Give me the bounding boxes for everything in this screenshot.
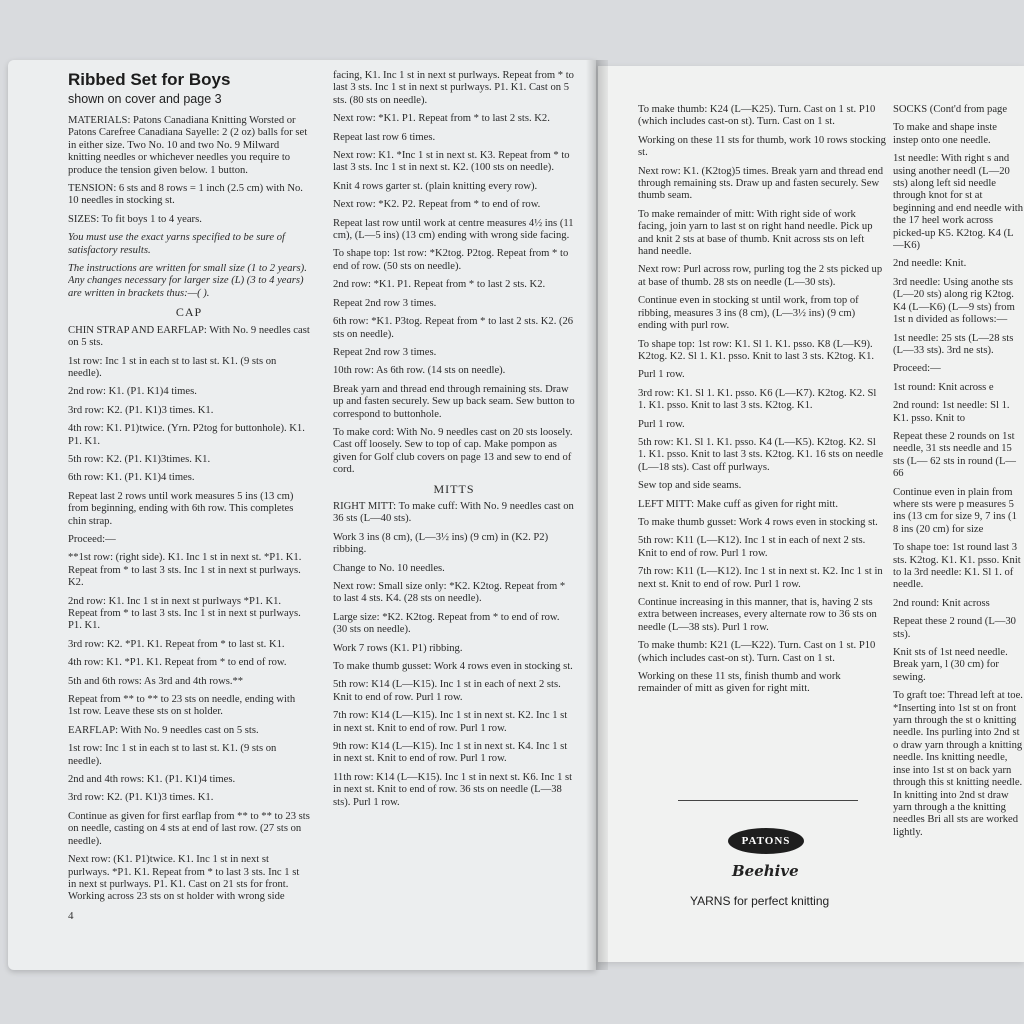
mid-text-7: Repeat last row until work at centre measures 4½ ins (11 cm), (L—5 ins) (13 cm) ending with wrong side facing. — [333, 217, 574, 242]
mid-text-15: To make cord: With No. 9 needles cast on 20 sts loosely. Cast off loosely. Sew to top of cap. Make pompon as given for Golf club covers on page 13 and sew to end of cord. — [333, 426, 573, 476]
right-text-2: Working on these 11 sts for thumb, work 10 rows stocking st. — [638, 134, 886, 159]
right-edge-column — [893, 104, 1024, 914]
beehive-script: Beehive — [732, 862, 799, 880]
mid-text-23: 5th row: K14 (L—K15). Inc 1 st in each of next 2 sts. Knit to end of row. Purl 1 row. — [333, 679, 561, 703]
right-text-13: LEFT MITT: Make cuff as given for right mitt. — [638, 498, 839, 510]
booklet-gutter — [586, 60, 608, 970]
right-text-16: 7th row: K11 (L—K12). Inc 1 st in next st. K2. Inc 1 st in next st. Knit to end of row. Purl 1 row. — [638, 566, 883, 590]
repeat-rows: Repeat last 2 rows until work measures 5 ins (13 cm) from beginning, ending with 6th row. This completes chin strap. — [68, 490, 294, 527]
mid-text-12: Repeat 2nd row 3 times. — [333, 346, 437, 358]
proceed-row-2: 2nd row: K1. Inc 1 st in next st purlways *P1. K1. Repeat from * to last 3 sts. Inc 1 st in next st purlways. P1. K1. — [68, 595, 301, 632]
proceed-row-5: 5th and 6th rows: As 3rd and 4th rows.** — [68, 675, 244, 687]
right-text-12: Sew top and side seams. — [638, 480, 742, 492]
right-text-9: 3rd row: K1. Sl 1. K1. psso. K6 (L—K7). K2tog. K2. Sl 1. K1. psso. Knit to last 3 sts. K2tog. K1. — [638, 387, 877, 412]
row-4: 4th row: K1. P1)twice. (Yrn. P2tog for buttonhole). K1. P1. K1. — [68, 423, 305, 447]
mid-text-18: Change to No. 10 needles. — [333, 562, 445, 574]
right-column — [638, 104, 886, 794]
proceed-row-3: 3rd row: K2. *P1. K1. Repeat from * to last st. K1. — [68, 638, 285, 650]
edge-text-13: Repeat these 2 round (L—30 sts). — [893, 616, 1016, 640]
earflap-row-2: 2nd and 4th rows: K1. (P1. K1)4 times. — [68, 774, 236, 786]
row-5: 5th row: K2. (P1. K1)3times. K1. — [68, 453, 211, 465]
sizes: SIZES: To fit boys 1 to 4 years. — [68, 213, 202, 225]
edge-text-4: 3rd needle: Using anothe sts (L—20 sts) along rig K2tog. K4 (L—K6) (L—9 sts) from 1st n divided as follows:— — [893, 276, 1015, 326]
edge-text-7: 1st round: Knit across e — [893, 381, 994, 393]
mid-text-22: To make thumb gusset: Work 4 rows even in stocking st. — [333, 661, 573, 673]
right-text-15: 5th row: K11 (L—K12). Inc 1 st in each of next 2 sts. Knit to end of row. Purl 1 row. — [638, 535, 866, 559]
patons-logo: PATONS — [728, 828, 804, 854]
mid-text-5: Knit 4 rows garter st. (plain knitting every row). — [333, 180, 538, 192]
right-text-18: To make thumb: K21 (L—K22). Turn. Cast on 1 st. P10 (which includes cast-on st). Turn. Cast on 1 st. — [638, 640, 876, 664]
mid-text-4: Next row: K1. *Inc 1 st in next st. K3. Repeat from * to last 3 sts. Inc 1 st in next st. K2. (100 sts on needle). — [333, 150, 570, 174]
note-sizes: The instructions are written for small size (1 to 2 years). Any changes necessary for larger size (L) (3 to 4 years) are written in brackets thus:—( ). — [68, 263, 307, 299]
edge-text-3: 2nd needle: Knit. — [893, 258, 967, 270]
tension: TENSION: 6 sts and 8 rows = 1 inch (2.5 cm) with No. 10 needles in stocking st. — [68, 183, 303, 207]
right-text-11: 5th row: K1. Sl 1. K1. psso. K4 (L—K5). K2tog. K2. Sl 1. K1. psso. Knit to last 3 sts. K2tog. K1. 16 sts on needle (L—18 sts). Cast off purlways. — [638, 436, 884, 473]
mid-text-25: 9th row: K14 (L—K15). Inc 1 st in next st. K4. Inc 1 st in next st. Knit to end of row. Purl 1 row. — [333, 741, 568, 765]
note-yarns: You must use the exact yarns specified to be sure of satisfactory results. — [68, 232, 285, 256]
mid-text-16: RIGHT MITT: To make cuff: With No. 9 needles cast on 36 sts (L—40 sts). — [333, 500, 574, 525]
cap-heading: CAP — [175, 305, 203, 320]
mid-text-13: 10th row: As 6th row. (14 sts on needle). — [333, 365, 506, 377]
edge-text-15: To graft toe: Thread left at toe. *Inserting into 1st st on front yarn through the st o knitting needle. Ins purling into 2nd st o draw yarn through a knitting needle. Ins knitting needle, inse into 1st st on back yarn through this st knitting needle. In knitting into 2nd st draw yarn through a the knitting needles Bri all sts are worked lightly. — [893, 690, 1023, 838]
mid-text-3: Repeat last row 6 times. — [333, 131, 436, 143]
middle-column — [333, 70, 575, 940]
right-text-4: To make remainder of mitt: With right side of work facing, join yarn to last st on right hand needle. Pick up and knit 2 sts at base of thumb. Knit across sts on left hand needle. — [638, 208, 873, 258]
edge-text-11: To shape toe: 1st round last 3 sts. K2tog. K1. K1. psso. Knit to la 3rd needle: K1. Sl 1. of needle. — [893, 542, 1021, 591]
mid-text-2: Next row: *K1. P1. Repeat from * to last 2 sts. K2. — [333, 113, 550, 125]
page-subtitle: shown on cover and page 3 — [68, 92, 222, 106]
mid-text-10: Repeat 2nd row 3 times. — [333, 297, 437, 309]
mid-text-11: 6th row: *K1. P3tog. Repeat from * to last 2 sts. K2. (26 sts on needle). — [333, 316, 574, 340]
mid-text-8: To shape top: 1st row: *K2tog. P2tog. Repeat from * to end of row. (50 sts on needle). — [333, 248, 569, 272]
mid-text-14: Break yarn and thread end through remaining sts. Draw up and fasten securely. Sew up back seam. Sew button to correspond to buttonhole. — [333, 383, 575, 420]
edge-text-6: Proceed:— — [893, 363, 941, 375]
proceed: Proceed:— — [68, 533, 116, 545]
mid-text-26: 11th row: K14 (L—K15). Inc 1 st in next st. K6. Inc 1 st in next st. Knit to end of row. 36 sts on needle (L—38 sts). Purl 1 row. — [333, 771, 573, 808]
right-text-7: To shape top: 1st row: K1. Sl 1. K1. psso. K8 (L—K9). K2tog. K2. Sl 1. K1. psso. Knit to last 3 sts. K2tog. K1. — [638, 338, 875, 362]
mid-text-19: Next row: Small size only: *K2. K2tog. Repeat from * to last 4 sts. K4. (28 sts on needle). — [333, 581, 566, 605]
right-text-10: Purl 1 row. — [638, 418, 685, 430]
right-text-6: Continue even in stocking st until work, from top of ribbing, measures 3 ins (8 cm), (L—3½ ins) (9 cm) ending with purl row. — [638, 295, 859, 332]
earflap-row-3: 3rd row: K2. (P1. K1)3 times. K1. — [68, 792, 214, 804]
right-text-1: To make thumb: K24 (L—K25). Turn. Cast on 1 st. P10 (which includes cast-on st). Turn. Cast on 1 st. — [638, 104, 876, 128]
earflap-row-1: 1st row: Inc 1 st in each st to last st. K1. (9 sts on needle). — [68, 743, 277, 767]
left-column — [68, 70, 310, 920]
edge-text-9: Repeat these 2 rounds on 1st needle, 31 sts needle and 15 sts (L— 62 sts in round (L—66 — [893, 430, 1017, 480]
edge-text-10: Continue even in plain from where sts were p measures 5 ins (13 cm for size 9, 7 ins (1 8 ins (20 cm) for size — [893, 486, 1017, 535]
page-number: 4 — [68, 910, 74, 922]
chin-strap: CHIN STRAP AND EARFLAP: With No. 9 needles cast on 5 sts. — [68, 324, 310, 349]
tagline: YARNS for perfect knitting — [690, 894, 830, 908]
mid-text-20: Large size: *K2. K2tog. Repeat from * to end of row. (30 sts on needle). — [333, 611, 560, 636]
mitts-heading: MITTS — [433, 481, 475, 496]
right-text-5: Next row: Purl across row, purling tog the 2 sts picked up at base of thumb. 28 sts on needle (L—30 sts). — [638, 264, 883, 288]
edge-text-12: 2nd round: Knit across — [893, 597, 990, 609]
right-text-19: Working on these 11 sts, finish thumb and work remainder of mitt as given for right mitt. — [638, 671, 841, 695]
row-6: 6th row: K1. (P1. K1)4 times. — [68, 472, 195, 484]
proceed-row-6: Repeat from ** to ** to 23 sts on needle, ending with 1st row. Leave these sts on st holder. — [68, 694, 296, 718]
mid-text-17: Work 3 ins (8 cm), (L—3½ ins) (9 cm) in (K2. P2) ribbing. — [333, 531, 549, 556]
edge-text-2: 1st needle: With right s and using another needl (L—20 sts) along left sid needle through knot for st at beginning and end needle with the 17 heel work across picked-up K5. K2tog. K4 (L—K6) — [893, 153, 1024, 252]
row-1: 1st row: Inc 1 st in each st to last st. K1. (9 sts on needle). — [68, 355, 277, 379]
proceed-row-1: **1st row: (right side). K1. Inc 1 st in next st. *P1. K1. Repeat from * to last 3 sts. Inc 1 st in next st purlways. K2. — [68, 552, 302, 589]
mid-text-21: Work 7 rows (K1. P1) ribbing. — [333, 642, 463, 654]
edge-text-14: Knit sts of 1st need needle. Break yarn, l (30 cm) for sewing. — [893, 647, 1008, 683]
divider-rule — [678, 800, 858, 801]
materials: MATERIALS: Patons Canadiana Knitting Worsted or Patons Carefree Canadiana Sayelle: 2 (2 oz) balls for set in either size. Two No. 10 and two No. 9 Milward knitting needles or whichever needles you require to produce the tension given below. 1 button. — [68, 115, 308, 176]
mid-text-6: Next row: *K2. P2. Repeat from * to end of row. — [333, 199, 541, 211]
row-2: 2nd row: K1. (P1. K1)4 times. — [68, 386, 197, 398]
earflap-continue: Continue as given for first earflap from ** to ** to 23 sts on needle, casting on 4 sts at end of last row. (27 sts on needle). — [68, 810, 310, 847]
edge-text-8: 2nd round: 1st needle: Sl 1. K1. psso. Knit to — [893, 400, 1010, 424]
page-title: Ribbed Set for Boys — [68, 70, 231, 89]
mid-text-9: 2nd row: *K1. P1. Repeat from * to last 2 sts. K2. — [333, 279, 546, 291]
mid-text-1: facing, K1. Inc 1 st in next st purlways. Repeat from * to last 3 sts. Inc 1 st in next st purlways. P1. K1. Cast on 5 sts. (80 sts on needle). — [333, 70, 574, 106]
earflap-next-row: Next row: (K1. P1)twice. K1. Inc 1 st in next st purlways. *P1. K1. Repeat from * to last 3 sts. Inc 1 st in next st purlways. P1. K1. Cast on 21 sts for front. Working across 23 sts on st holder with wrong side — [68, 854, 300, 903]
row-3: 3rd row: K2. (P1. K1)3 times. K1. — [68, 404, 214, 416]
right-text-17: Continue increasing in this manner, that is, having 2 sts extra between increases, every alternate row to 36 sts on needle (L—38 sts). Purl 1 row. — [638, 597, 877, 633]
edge-text-1: To make and shape inste instep onto one needle. — [893, 122, 997, 146]
earflap: EARFLAP: With No. 9 needles cast on 5 sts. — [68, 724, 259, 736]
edge-text-0: SOCKS (Cont'd from page — [893, 104, 1008, 115]
edge-text-5: 1st needle: 25 sts (L—28 sts (L—33 sts). 3rd ne sts). — [893, 332, 1014, 356]
right-text-14: To make thumb gusset: Work 4 rows even in stocking st. — [638, 516, 878, 528]
right-text-3: Next row: K1. (K2tog)5 times. Break yarn and thread end through remaining sts. Draw up and fasten securely. Sew thumb seam. — [638, 165, 884, 202]
mid-text-24: 7th row: K14 (L—K15). Inc 1 st in next st. K2. Inc 1 st in next st. Knit to end of row. Purl 1 row. — [333, 710, 568, 734]
proceed-row-4: 4th row: K1. *P1. K1. Repeat from * to end of row. — [68, 657, 287, 669]
right-text-8: Purl 1 row. — [638, 369, 685, 381]
